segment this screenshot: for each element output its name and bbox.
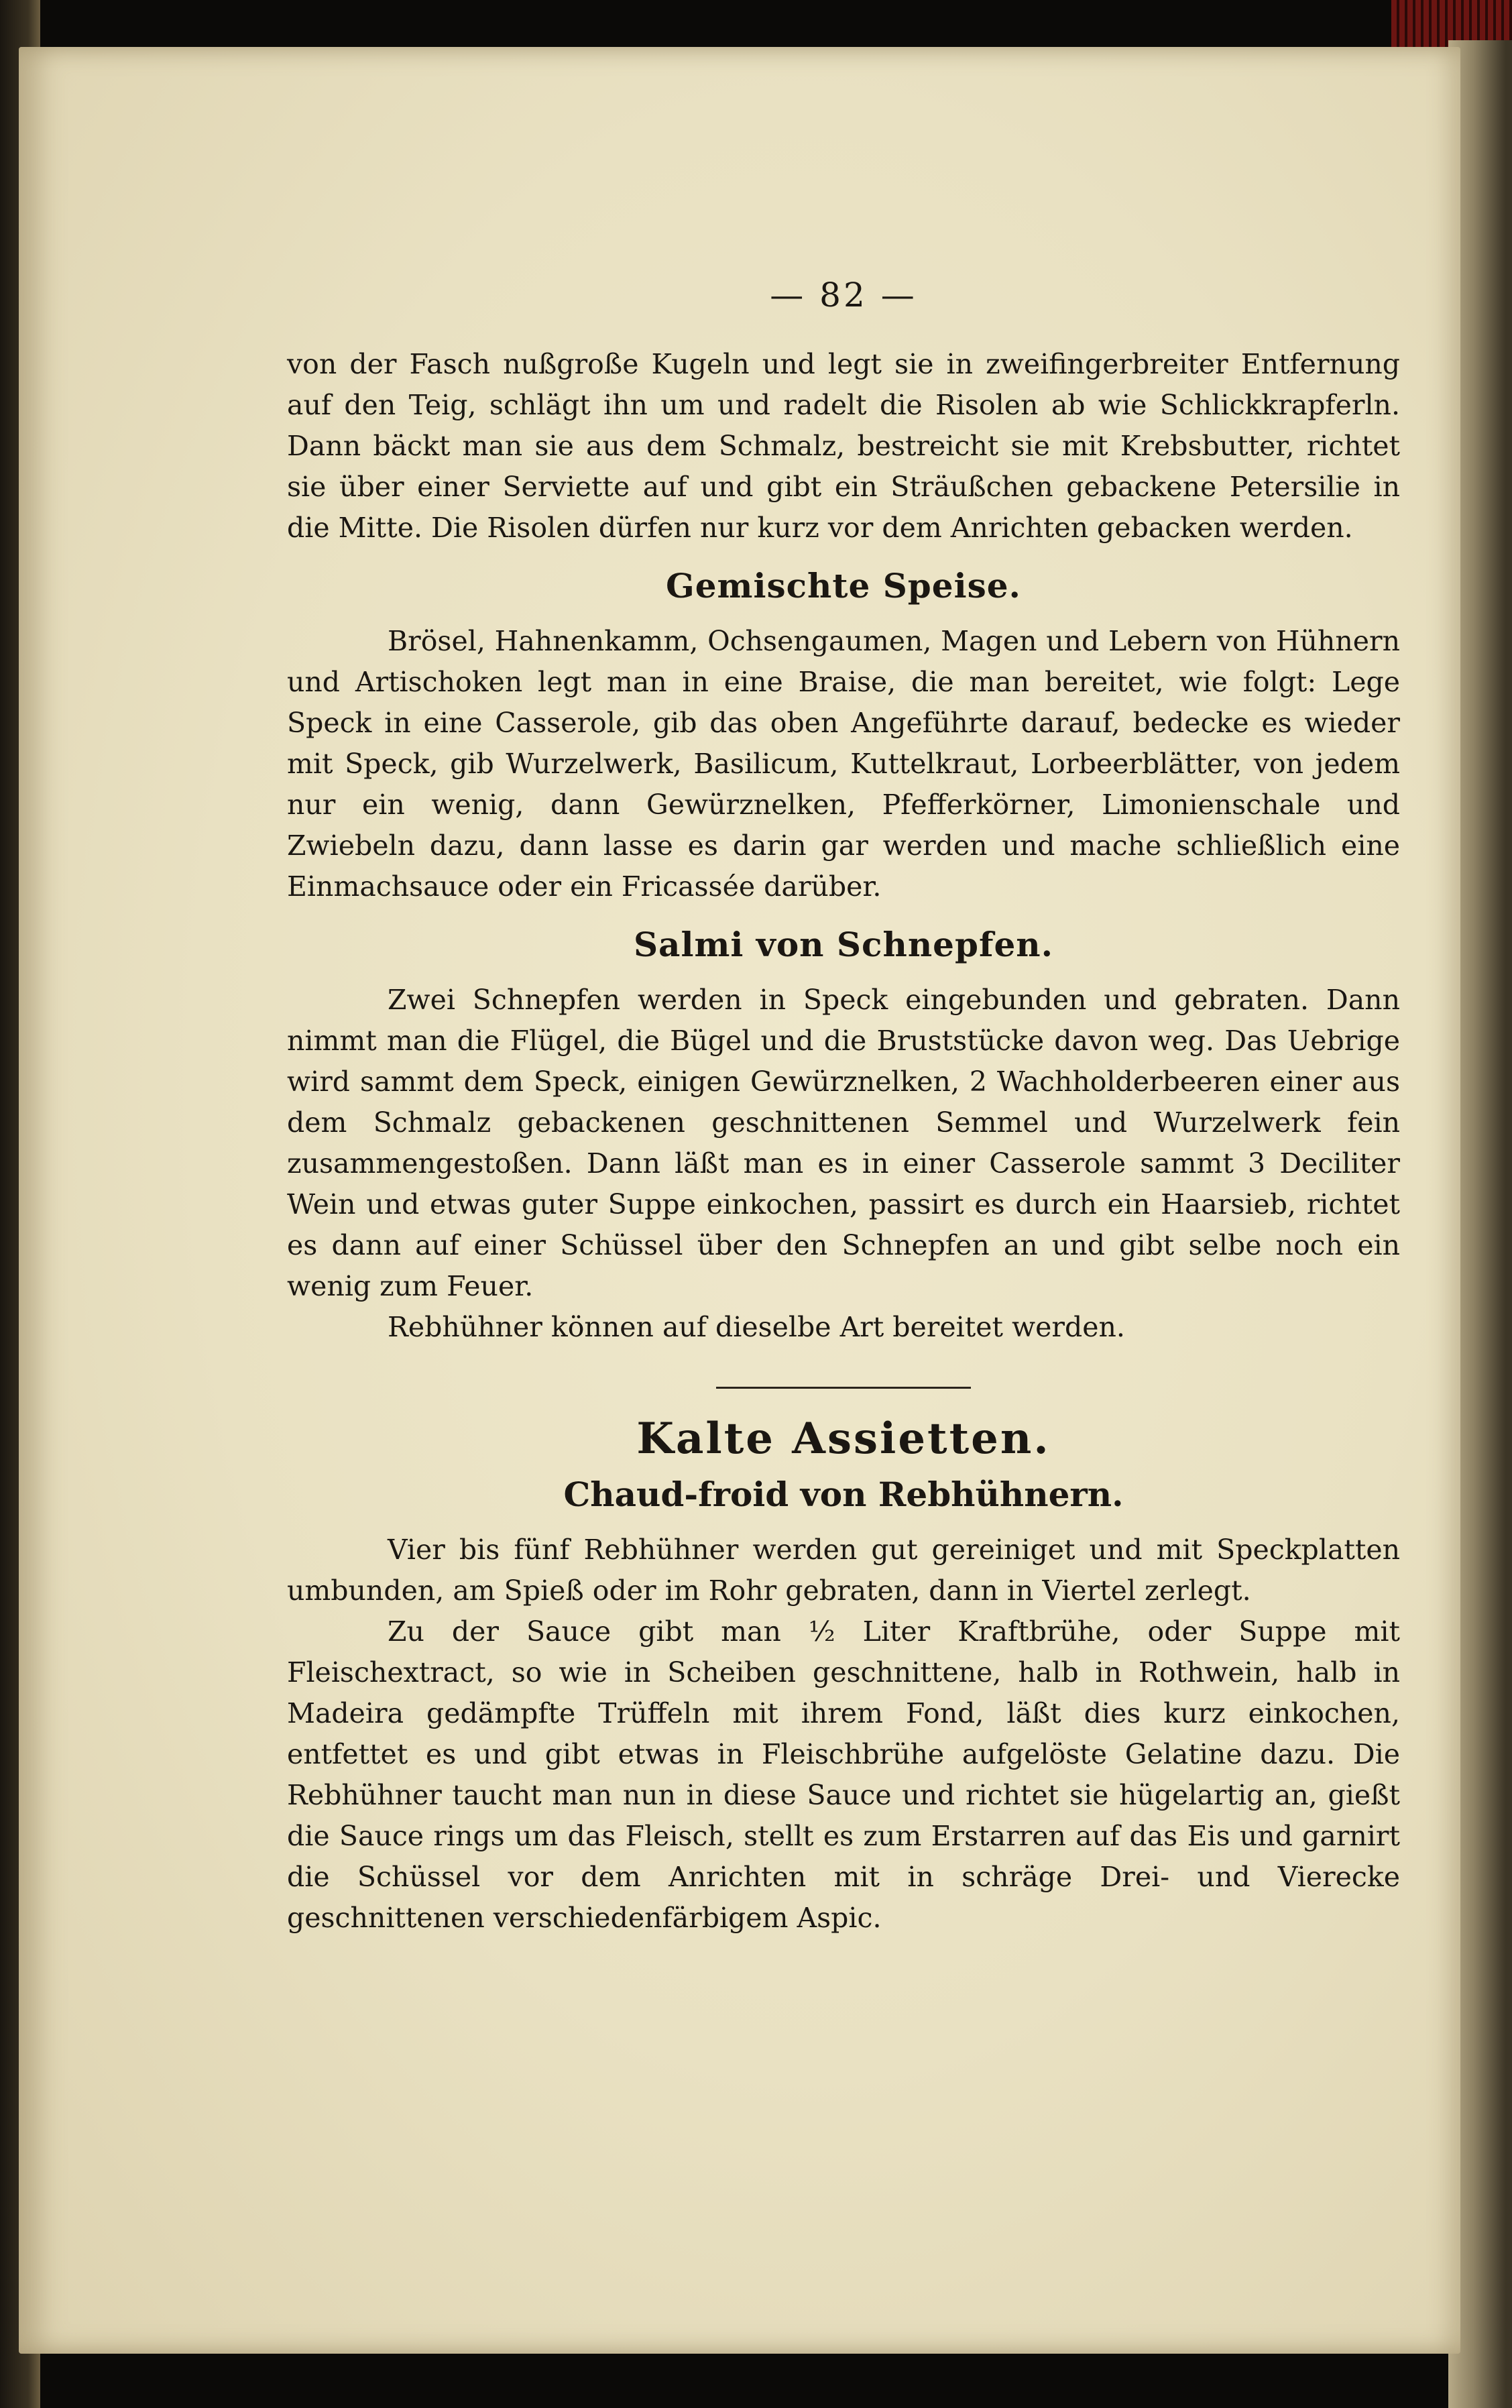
recipe-paragraph-2: Zu der Sauce gibt man ½ Liter Kraftbrühe, oder Suppe mit Fleischextract, so wie in Scheiben geschnittene, halb in Rothwein, halb in Madeira gedämpfte Trüffeln mit ihrem Fond, läßt dies kurz einkochen, entfettet es und gibt etwas in Fleischbrühe aufgelöste Gelatine dazu. Die Rebhühner taucht man nun in diese Sauce und richtet sie hügelartig an, gießt die Sauce rings um das Fleisch, stellt es zum Erstarren auf das Eis und garnirt die Schüssel vor dem Anrichten mit in schräge Drei- und Vierecke geschnittenen verschiedenfärbigem Aspic. xyxy=(287,1615,1400,1934)
page-text-block xyxy=(287,275,1400,1939)
section-paragraph-rebhuehner-note: Rebhühner können auf dieselbe Art bereitet werden. xyxy=(388,1311,1125,1343)
recipe-paragraph-1: Vier bis fünf Rebhühner werden gut gereiniget und mit Speckplatten umbunden, am Spieß oder im Rohr gebraten, dann in Viertel zerlegt. xyxy=(287,1534,1400,1607)
section-paragraph-gemischte-speise: Brösel, Hahnenkamm, Ochsengaumen, Magen und Lebern von Hühnern und Artischoken legt man in eine Braise, die man bereitet, wie folgt: Lege Speck in eine Casserole, gib das oben Angeführte darauf, bedecke es wieder mit Speck, gib Wurzelwerk, Basilicum, Kuttelkraut, Lorbeerblätter, von jedem nur ein wenig, dann Gewürznelken, Pfefferkörner, Limonienschale und Zwiebeln dazu, dann lasse es darin gar werden und mache schließlich eine Einmachsauce oder ein Fricassée darüber. xyxy=(287,625,1400,903)
page-number: — 82 — xyxy=(770,276,917,314)
section-title-gemischte-speise: Gemischte Speise. xyxy=(666,566,1021,606)
intro-paragraph: von der Fasch nußgroße Kugeln und legt sie in zweifingerbreiter Entfernung auf den Teig, schlägt ihn um und radelt die Risolen ab wie Schlickkrapferln. Dann bäckt man sie aus dem Schmalz, bestreicht sie mit Krebsbutter, richtet sie über einer Serviette auf und gibt ein Sträußchen gebackene Petersilie in die Mitte. Die Risolen dürfen nur kurz vor dem Anrichten gebacken werden. xyxy=(287,348,1400,544)
recipe-title-chaud-froid: Chaud-froid von Rebhühnern. xyxy=(563,1475,1124,1514)
book-page xyxy=(19,47,1460,2354)
section-divider xyxy=(716,1387,971,1389)
section-title-salmi: Salmi von Schnepfen. xyxy=(633,925,1054,964)
section-paragraph-salmi: Zwei Schnepfen werden in Speck eingebunden und gebraten. Dann nimmt man die Flügel, die Bügel und die Bruststücke davon weg. Das Uebrige wird sammt dem Speck, einigen Gewürznelken, 2 Wachholderbeeren einer aus dem Schmalz gebackenen geschnittenen Semmel und Wurzelwerk fein zusammengestoßen. Dann läßt man es in einer Casserole sammt 3 Deciliter Wein und etwas guter Suppe einkochen, passirt es durch ein Haarsieb, richtet es dann auf einer Schüssel über den Schnepfen an und gibt selbe noch ein wenig zum Feuer. xyxy=(287,984,1400,1302)
chapter-title: Kalte Assietten. xyxy=(636,1414,1051,1464)
